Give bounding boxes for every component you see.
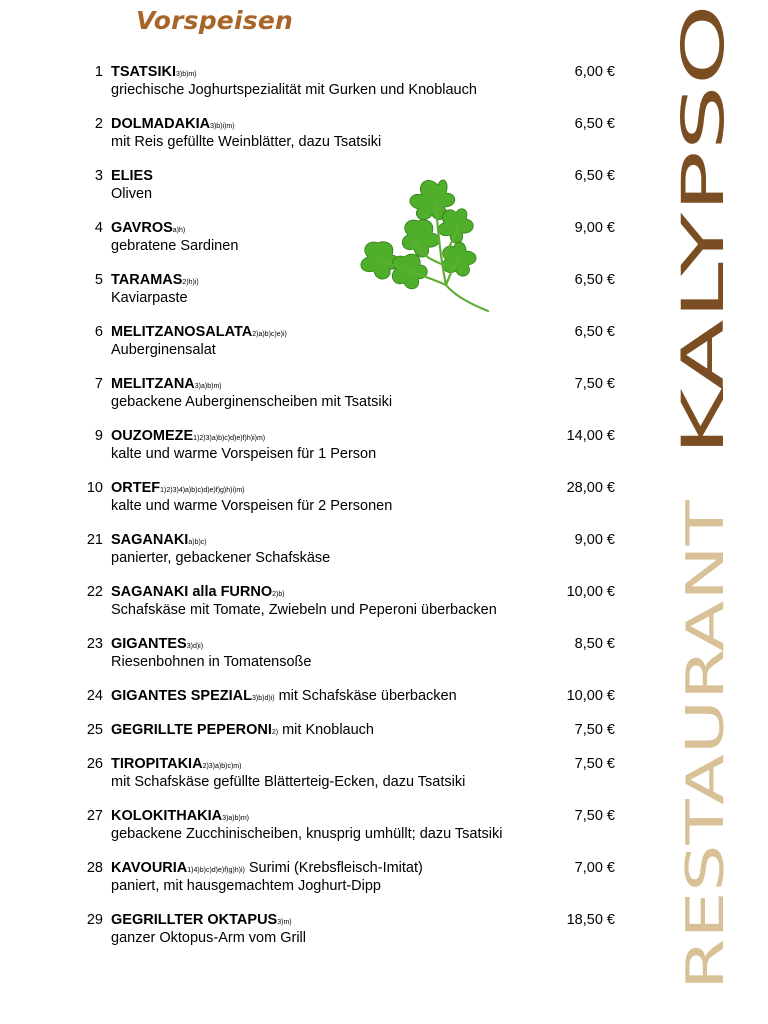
item-description: panierter, gebackener Schafskäse	[111, 550, 331, 566]
allergen-codes: 1)2)3)4)a)b)c)d)e)f)g)h)i)m)	[160, 487, 245, 494]
item-price: 6,50 €	[574, 272, 615, 288]
allergen-codes: 2)h)i)	[182, 279, 199, 286]
item-description: mit Schafskäse gefüllte Blätterteig-Ecken, dazu Tsatsiki	[111, 774, 466, 790]
item-price: 7,50 €	[574, 722, 615, 738]
item-price: 9,00 €	[574, 220, 615, 236]
item-price: 9,00 €	[574, 532, 615, 548]
item-name: TIROPITAKIA	[111, 756, 203, 772]
brand-kalypso: KALYPSO	[669, 201, 737, 456]
item-price: 10,00 €	[566, 584, 615, 600]
item-name: SAGANAKI	[111, 532, 189, 548]
item-description: Kaviarpaste	[111, 290, 188, 306]
allergen-codes: 3)b)d)i)	[252, 695, 275, 702]
item-number: 22	[86, 584, 103, 600]
item-description: Schafskäse mit Tomate, Zwiebeln und Peperoni überbacken	[111, 602, 497, 618]
item-price: 6,00 €	[574, 64, 615, 80]
item-number: 5	[94, 272, 103, 288]
allergen-codes: 2)	[271, 729, 279, 736]
allergen-codes: 3)b)i)m)	[210, 123, 235, 130]
section-title: Vorspeisen	[136, 6, 293, 35]
item-number: 1	[94, 64, 103, 80]
item-name: TARAMAS	[111, 272, 183, 288]
allergen-codes: 3)a)b)m)	[222, 815, 250, 822]
item-inline-description: mit Schafskäse überbacken	[278, 688, 457, 704]
item-number: 29	[86, 912, 103, 928]
item-number: 6	[94, 324, 103, 340]
item-description: kalte und warme Vorspeisen für 2 Personen	[111, 498, 393, 514]
item-name: MELITZANA	[111, 376, 195, 392]
item-number: 21	[86, 532, 103, 548]
item-price: 8,50 €	[574, 636, 615, 652]
allergen-codes: 3)a)b)m)	[194, 383, 222, 390]
item-number: 23	[86, 636, 103, 652]
brand-vertical-text	[669, 0, 756, 1024]
item-price: 7,50 €	[574, 756, 615, 772]
item-price: 6,50 €	[574, 324, 615, 340]
item-number: 24	[86, 688, 103, 704]
item-price: 7,50 €	[574, 808, 615, 824]
allergen-codes: a)h)	[172, 227, 186, 234]
item-name: TSATSIKI	[111, 64, 176, 80]
item-inline-description: Surimi (Krebsfleisch-Imitat)	[248, 860, 423, 876]
item-name: ELIES	[111, 168, 153, 184]
item-title-line	[111, 721, 374, 742]
allergen-codes: 2)a)b)c)e)i)	[252, 331, 287, 338]
item-title-line	[111, 167, 153, 185]
item-number: 3	[94, 168, 103, 184]
allergen-codes: a)b)c)	[188, 539, 207, 546]
item-description: mit Reis gefüllte Weinblätter, dazu Tsatsiki	[111, 134, 382, 150]
item-price: 7,50 €	[574, 376, 615, 392]
item-description: gebackene Zucchinischeiben, knusprig umhüllt; dazu Tsatsiki	[111, 826, 503, 842]
allergen-codes: 3)b)m)	[175, 71, 197, 78]
item-name: GAVROS	[111, 220, 173, 236]
item-description: Riesenbohnen in Tomatensoße	[111, 654, 312, 670]
item-name: KAVOURIA	[111, 860, 188, 876]
allergen-codes: 2)b)	[272, 591, 285, 598]
item-description: gebratene Sardinen	[111, 238, 239, 254]
brand-restaurant: RESTAURANT	[676, 646, 736, 990]
allergen-codes: 1)2)3)a)b)c)d)e)f)h)i)m)	[193, 435, 266, 442]
item-price: 6,50 €	[574, 168, 615, 184]
item-inline-description: mit Knoblauch	[282, 722, 374, 738]
item-number: 27	[86, 808, 103, 824]
item-name: DOLMADAKIA	[111, 116, 211, 132]
item-name: GIGANTES	[111, 636, 187, 652]
item-description: ganzer Oktopus-Arm vom Grill	[111, 930, 306, 946]
item-price: 14,00 €	[566, 428, 615, 444]
item-number: 9	[94, 428, 103, 444]
allergen-codes: 1)4)b)c)d)e)f)g)h)i)	[187, 867, 245, 874]
item-number: 10	[86, 480, 103, 496]
item-number: 2	[94, 116, 103, 132]
item-price: 10,00 €	[566, 688, 615, 704]
allergen-codes: 3)d)i)	[186, 643, 204, 650]
item-number: 4	[94, 220, 103, 236]
item-description: paniert, mit hausgemachtem Joghurt-Dipp	[111, 878, 381, 894]
item-title-line	[111, 687, 457, 708]
item-description: griechische Joghurtspezialität mit Gurken und Knoblauch	[111, 82, 477, 98]
item-name: SAGANAKI alla FURNO	[111, 584, 273, 600]
item-name: ORTEF	[111, 480, 161, 496]
item-price: 28,00 €	[566, 480, 615, 496]
item-name: GEGRILLTE PEPERONI	[111, 722, 272, 738]
item-name: OUZOMEZE	[111, 428, 194, 444]
item-number: 25	[86, 722, 103, 738]
item-price: 7,00 €	[574, 860, 615, 876]
allergen-codes: 2)3)a)b)c)m)	[202, 763, 242, 770]
item-name: MELITZANOSALATA	[111, 324, 253, 340]
item-description: Oliven	[111, 186, 153, 202]
item-description: gebackene Auberginenscheiben mit Tsatsiki	[111, 394, 393, 410]
item-description: kalte und warme Vorspeisen für 1 Person	[111, 446, 377, 462]
item-name: GEGRILLTER OKTAPUS	[111, 912, 278, 928]
item-number: 7	[94, 376, 103, 392]
item-name: GIGANTES SPEZIAL	[111, 688, 252, 704]
brand-sidebar	[669, 0, 756, 1024]
item-price: 18,50 €	[566, 912, 615, 928]
item-price: 6,50 €	[574, 116, 615, 132]
item-description: Auberginensalat	[111, 342, 216, 358]
item-name: KOLOKITHAKIA	[111, 808, 223, 824]
item-number: 26	[86, 756, 103, 772]
allergen-codes: 3)m)	[277, 919, 292, 926]
parsley-illustration	[338, 165, 498, 325]
item-number: 28	[86, 860, 103, 876]
